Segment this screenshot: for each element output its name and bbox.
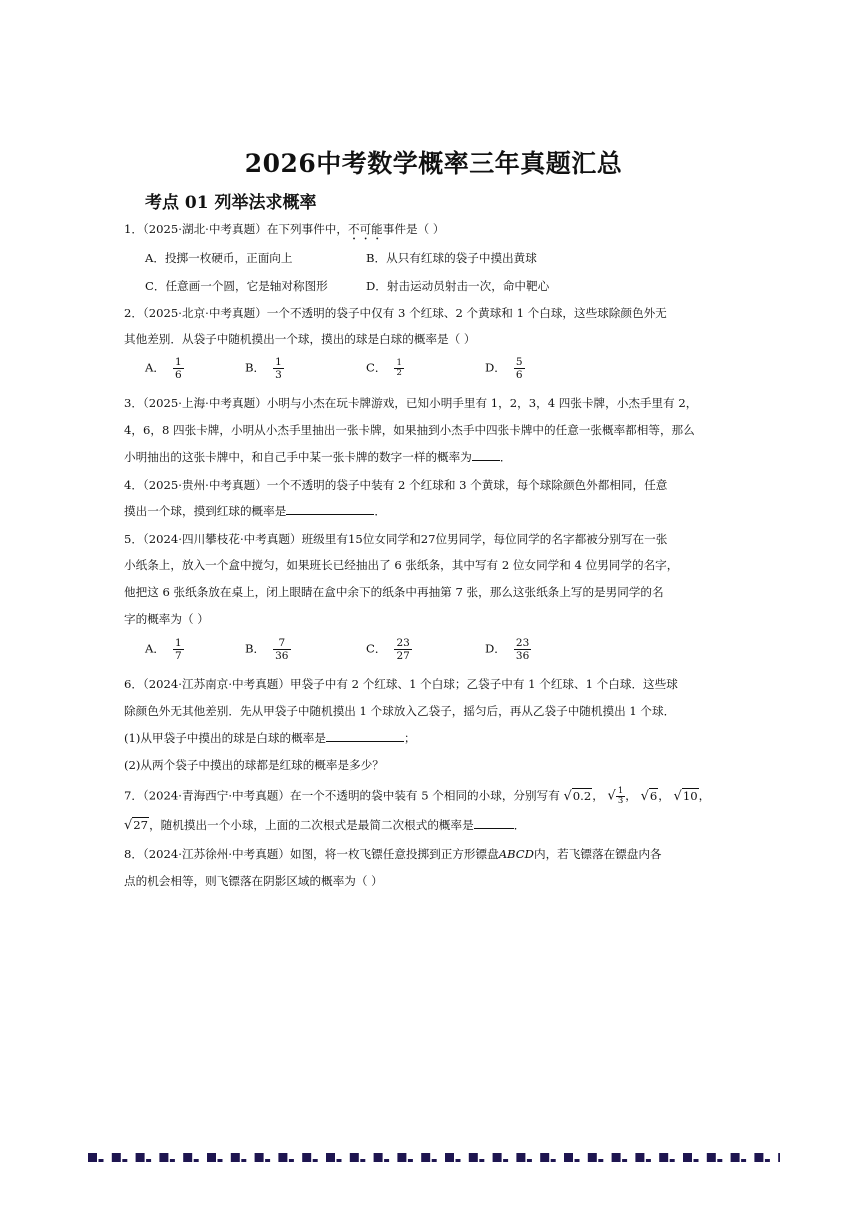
footer-square [350,1153,359,1162]
square-root: √0.2 [563,788,592,804]
footer-dash [622,1159,627,1162]
question-4-stem: 4．（2025·贵州·中考真题）一个不透明的袋子中装有 2 个红球和 3 个黄球，每个球除颜色外都相同，任意 [124,478,668,492]
footer-dash [575,1159,580,1162]
answer-blank[interactable] [326,730,404,742]
footer-square [540,1153,549,1162]
q5-option-d: D． $\frac{23}{36}$ [485,637,530,662]
footer-square [207,1153,216,1162]
footer-square [588,1153,597,1162]
footer-square [635,1153,644,1162]
footer-dash [741,1159,746,1162]
q5-option-b: B． $\frac{7}{36}$ [245,637,289,662]
question-5-stem: 5．（2024·四川攀枝花·中考真题）班级里有15位女同学和27位男同学，每位同学的名字都被分别写在一张 [124,532,668,546]
footer-dash [503,1159,508,1162]
footer-dash [479,1159,484,1162]
question-7-stem: 7．（2024·青海西宁·中考真题）在一个不透明的袋中装有 5 个相同的小球，分别写有 √0.2， √ $\frac{1}{3}$ ， √6， √10， [124,786,711,806]
footer-square [326,1153,335,1162]
footer-dash [384,1159,389,1162]
footer-decoration [88,1152,780,1163]
footer-dash [551,1159,556,1162]
footer-square [731,1153,740,1162]
footer-dash [527,1159,532,1162]
question-5-stem-cont: 小纸条上，放入一个盒中搅匀，如果班长已经抽出了 6 张纸条，其中写有 2 位女同学和 4 位男同学的名字， [124,558,679,572]
footer-square [516,1153,525,1162]
q2-option-d: D． $\frac{5}{6}$ [485,356,523,381]
question-8-stem-cont: 点的机会相等，则飞镖落在阴影区域的概率为（ ） [124,874,383,888]
footer-square [754,1153,763,1162]
question-6-part-1: (1)从甲袋子中摸出的球是白球的概率是 ； [124,731,416,745]
footer-square [112,1153,121,1162]
question-3-stem-end: 小明抽出的这张卡牌中，和自己手中某一张卡牌的数字一样的概率为 ． [124,450,512,464]
fraction: $\frac{23}{36}$ [515,637,530,662]
question-3-stem-cont: 4，6，8 四张卡牌，小明从小杰手里抽出一张卡牌，如果抽到小杰手中四张卡牌中的任意一张概率都相等，那么 [124,423,695,437]
fraction: $\frac{23}{27}$ [396,637,410,662]
footer-dash [598,1159,603,1162]
fraction: $\frac{7}{36}$ [275,637,289,662]
question-2-stem-cont: 其他差别．从袋子中随机摸出一个球，摸出的球是白球的概率是（ ） [124,332,476,346]
footer-square [683,1153,692,1162]
footer-dash [360,1159,365,1162]
question-6-stem-cont: 除颜色外无其他差别．先从甲袋子中随机摸出 1 个球放入乙袋子，摇匀后，再从乙袋子中随机摸出 1 个球． [124,704,676,718]
footer-square [183,1153,192,1162]
question-1-stem: 1．（2025·湖北·中考真题）在下列事件中，不可能事件是（ ） [124,222,445,236]
footer-dash [146,1159,151,1162]
q1-option-b: B．从只有红球的袋子中摸出黄球 [366,251,537,265]
question-number: 8． [124,847,143,861]
footer-dash [265,1159,270,1162]
question-number: 7． [124,788,143,803]
footer-square [445,1153,454,1162]
answer-blank[interactable] [286,503,374,515]
footer-square [612,1153,621,1162]
question-number: 3． [124,396,143,410]
footer-dash [194,1159,199,1162]
footer-dash [289,1159,294,1162]
footer-square [659,1153,668,1162]
question-5-stem-end: 字的概率为（ ） [124,612,209,626]
footer-square [421,1153,430,1162]
footer-square [397,1153,406,1162]
q1-option-d: D．射击运动员射击一次，命中靶心 [366,279,550,293]
footer-dash [456,1159,461,1162]
fraction: $\frac{1}{7}$ [174,637,182,662]
footer-dash [408,1159,413,1162]
fraction: $\frac{5}{6}$ [515,356,523,381]
footer-square [302,1153,311,1162]
footer-dash [717,1159,722,1162]
question-5-stem-cont: 他把这 6 张纸条放在桌上，闭上眼睛在盒中余下的纸条中再抽第 7 张，那么这张纸条上写的是男同学的名 [124,585,664,599]
footer-dash [241,1159,246,1162]
square-root: √ $\frac{1}{3}$ [607,786,624,806]
footer-square [88,1153,97,1162]
footer-dash [337,1159,342,1162]
footer-dash [313,1159,318,1162]
question-8-stem: 8．（2024·江苏徐州·中考真题）如图，将一枚飞镖任意投掷到正方形镖盘ABCD内，若飞镖落在镖盘内各 [124,847,662,861]
fraction: $\frac{1}{3}$ [275,356,282,381]
footer-dash [122,1159,127,1162]
question-7-stem-end: √27，随机摸出一个小球，上面的二次根式是最简二次根式的概率是 ． [124,818,526,833]
q1-option-a: A．投掷一枚硬币，正面向上 [145,251,293,265]
answer-blank[interactable] [474,817,514,829]
footer-square [159,1153,168,1162]
question-3-stem: 3．（2025·上海·中考真题）小明与小杰在玩卡牌游戏，已知小明手里有 1，2，3，4 四张卡牌，小杰手里有 2， [124,396,698,410]
answer-blank[interactable] [472,449,500,461]
question-2-stem: 2．（2025·北京·中考真题）一个不透明的袋子中仅有 3 个红球、2 个黄球和 1 个白球，这些球除颜色外无 [124,306,667,320]
question-number: 6． [124,677,143,691]
footer-dash [432,1159,437,1162]
footer-dash [170,1159,175,1162]
question-number: 2． [124,306,143,320]
q1-option-c: C．任意画一个圆，它是轴对称图形 [145,279,328,293]
footer-square [374,1153,383,1162]
footer-square [778,1153,780,1162]
question-number: 5． [124,532,143,546]
footer-square [564,1153,573,1162]
q2-option-a: A． $\frac{1}{6}$ [145,356,182,381]
q2-option-c: C． $\frac{1}{2}$ [366,358,402,378]
question-6-stem: 6．（2024·江苏南京·中考真题）甲袋子中有 2 个红球、1 个白球；乙袋子中有 1 个红球、1 个白球．这些球 [124,677,678,691]
footer-square [707,1153,716,1162]
fraction: $\frac{1}{6}$ [174,356,182,381]
q2-option-b: B． $\frac{1}{3}$ [245,356,282,381]
footer-dash [646,1159,651,1162]
square-root: √6 [640,788,658,804]
footer-square [136,1153,145,1162]
footer-dash [670,1159,675,1162]
footer-dash [694,1159,699,1162]
fraction: $\frac{1}{2}$ [396,358,402,378]
question-source: （2025·湖北·中考真题） [142,222,267,236]
question-number: 4． [124,478,143,492]
footer-dash [99,1159,104,1162]
footer-square [255,1153,264,1162]
q5-option-a: A． $\frac{1}{7}$ [145,637,182,662]
footer-square [493,1153,502,1162]
footer-square [469,1153,478,1162]
question-4-stem-end: 摸出一个球，摸到红球的概率是 ． [124,504,386,518]
footer-square [231,1153,240,1162]
footer-square [278,1153,287,1162]
footer-dash [218,1159,223,1162]
footer-dash [765,1159,770,1162]
document-title: 2026中考数学概率三年真题汇总 [244,149,623,178]
emphasized-word: 不可能 [347,222,383,236]
question-6-part-2: (2)从两个袋子中摸出的球都是红球的概率是多少？ [124,758,384,772]
square-root: √10 [673,788,698,804]
section-heading: 考点 01 列举法求概率 [145,193,317,213]
q5-option-c: C． $\frac{23}{27}$ [366,637,410,662]
question-number: 1． [124,222,143,236]
square-root: √27 [124,818,149,833]
